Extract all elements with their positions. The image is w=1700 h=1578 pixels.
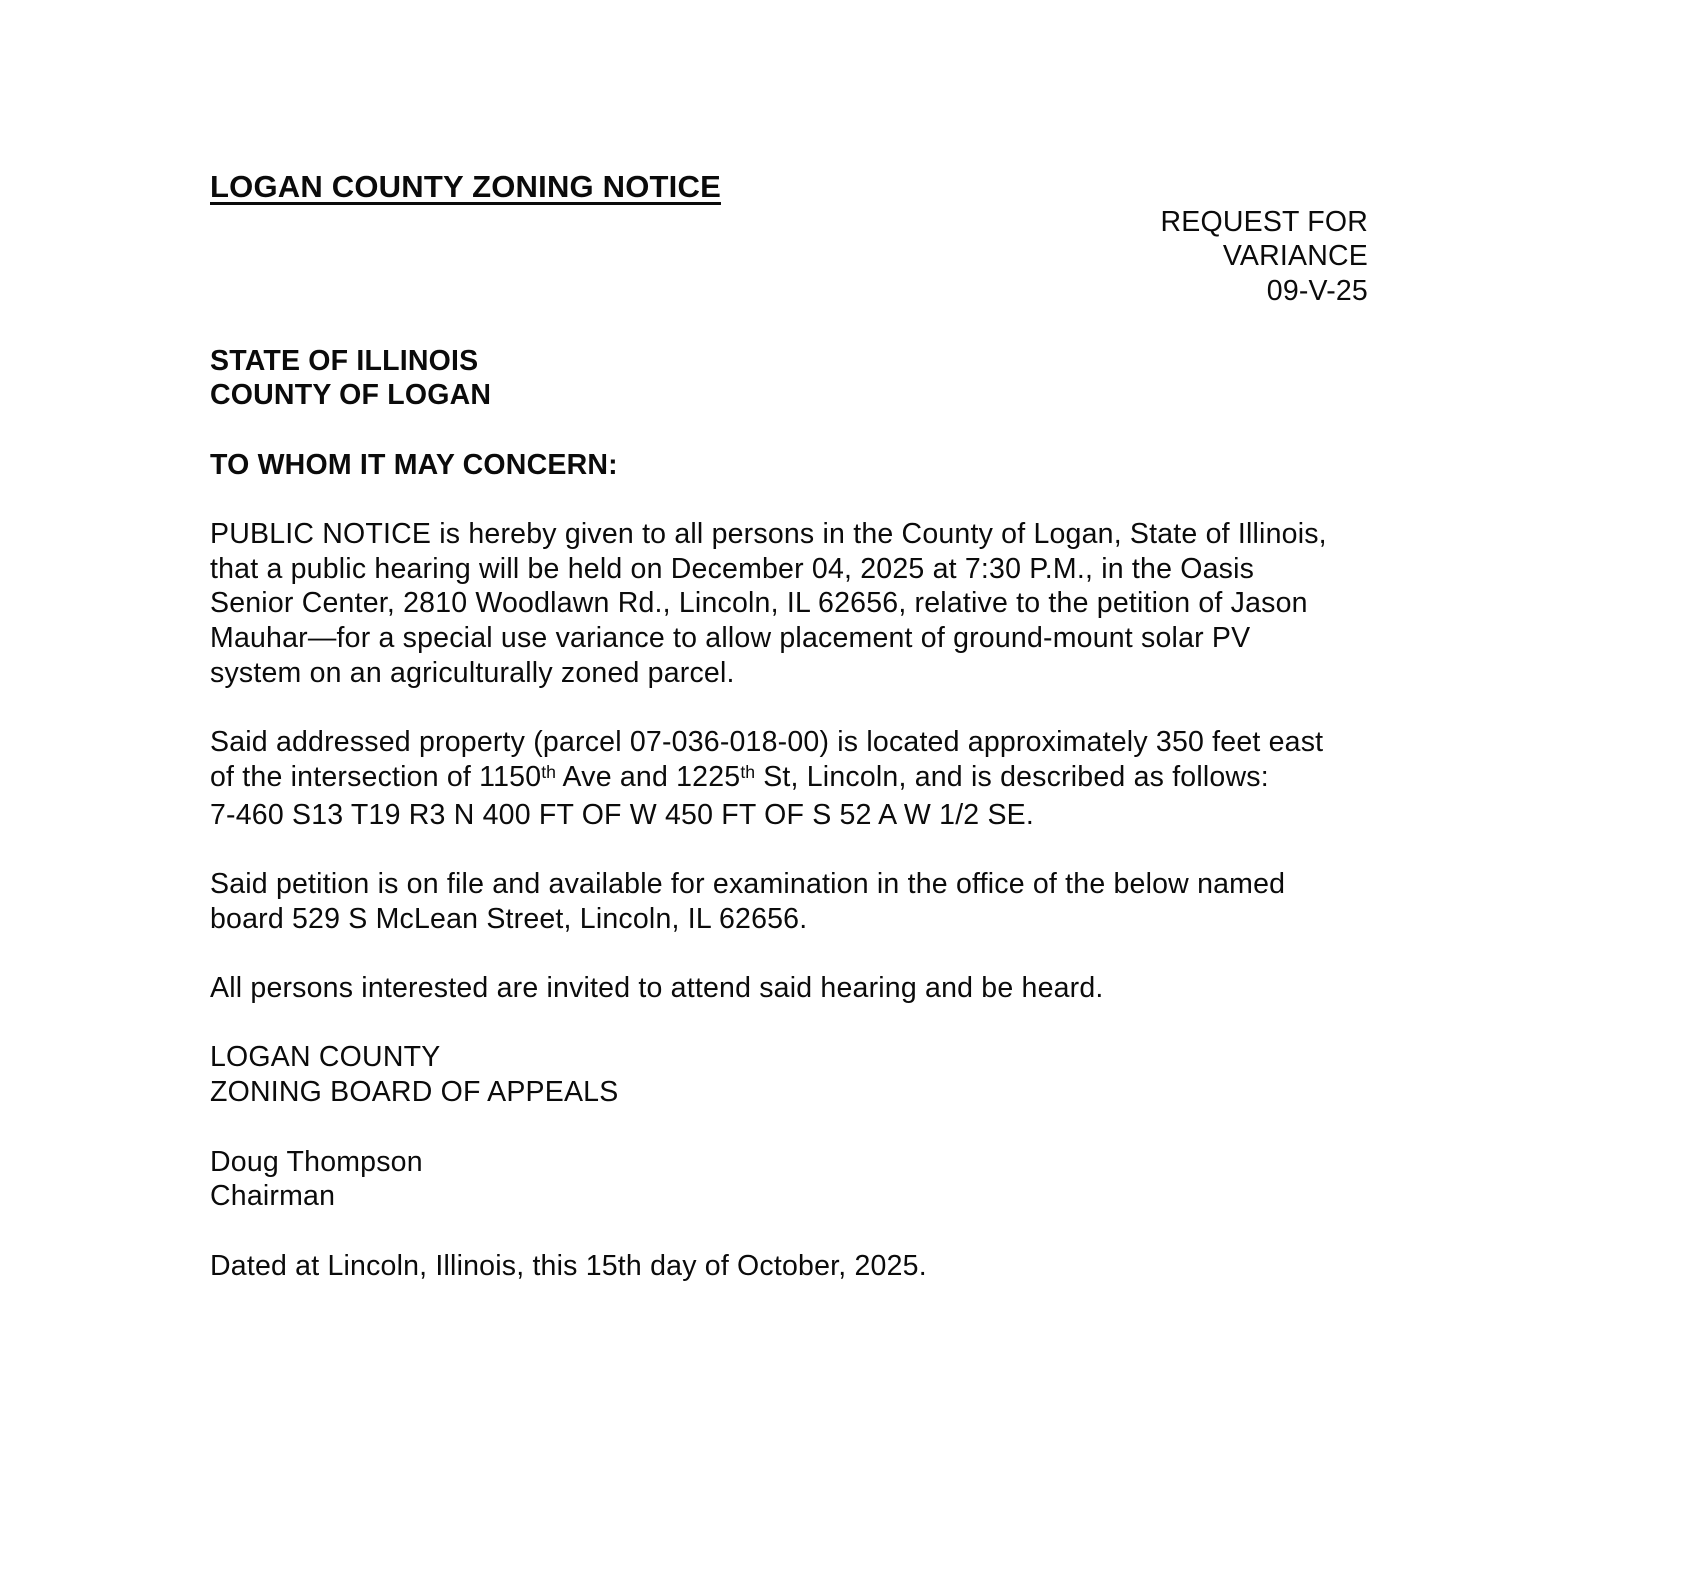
notice-line: PUBLIC NOTICE is hereby given to all persons in the County of Logan, State of Illinois, [210,517,1327,550]
case-number: 09-V-25 [1266,275,1368,308]
invitation-paragraph [210,971,1368,1006]
ordinal-suffix: th [740,761,756,782]
property-paragraph [210,725,1368,832]
notice-line: Mauhar—for a special use variance to allow placement of ground-mount solar PV [210,622,1251,655]
invitation-line: All persons interested are invited to attend said hearing and be heard. [210,972,1104,1005]
jurisdiction-block [210,344,1368,413]
salutation-line: TO WHOM IT MAY CONCERN: [210,448,618,481]
variance-line: VARIANCE [1222,240,1368,273]
notice-line: that a public hearing will be held on December 04, 2025 at 7:30 P.M., in the Oasis [210,552,1255,585]
document-content [210,170,1368,1283]
request-for-line: REQUEST FOR [1160,205,1368,238]
salutation-block [210,448,1368,483]
petition-line: board 529 S McLean Street, Lincoln, IL 62656. [210,902,808,935]
property-line-segment: of the intersection of 1150 [210,760,542,793]
ordinal-suffix: th [541,761,556,782]
request-variance-block [210,205,1368,309]
state-line: STATE OF ILLINOIS [210,344,479,377]
board-block [210,1040,1368,1109]
document-title: LOGAN COUNTY ZONING NOTICE [210,169,721,204]
petition-paragraph [210,867,1368,936]
county-line: COUNTY OF LOGAN [210,379,492,412]
board-name-line: LOGAN COUNTY [210,1041,441,1074]
legal-description-line: 7-460 S13 T19 R3 N 400 FT OF W 450 FT OF S 52 A W 1/2 SE. [210,798,1035,831]
property-line: Said addressed property (parcel 07-036-018-00) is located approximately 350 feet east [210,726,1324,759]
property-line-segment: Ave and 1225 [556,760,741,793]
property-line-with-ordinals [210,760,1368,798]
dated-block [210,1249,1368,1284]
signature-block [210,1145,1368,1214]
property-line-segment: St, Lincoln, and is described as follows: [755,760,1269,793]
signatory-name: Doug Thompson [210,1145,423,1178]
signatory-title: Chairman [210,1180,336,1213]
notice-line: Senior Center, 2810 Woodlawn Rd., Lincoln, IL 62656, relative to the petition of Jason [210,587,1308,620]
petition-line: Said petition is on file and available for examination in the office of the below named [210,867,1286,900]
notice-line: system on an agriculturally zoned parcel. [210,656,735,689]
notice-paragraph [210,517,1368,691]
dated-line: Dated at Lincoln, Illinois, this 15th day of October, 2025. [210,1249,927,1282]
board-name-line: ZONING BOARD OF APPEALS [210,1076,619,1109]
